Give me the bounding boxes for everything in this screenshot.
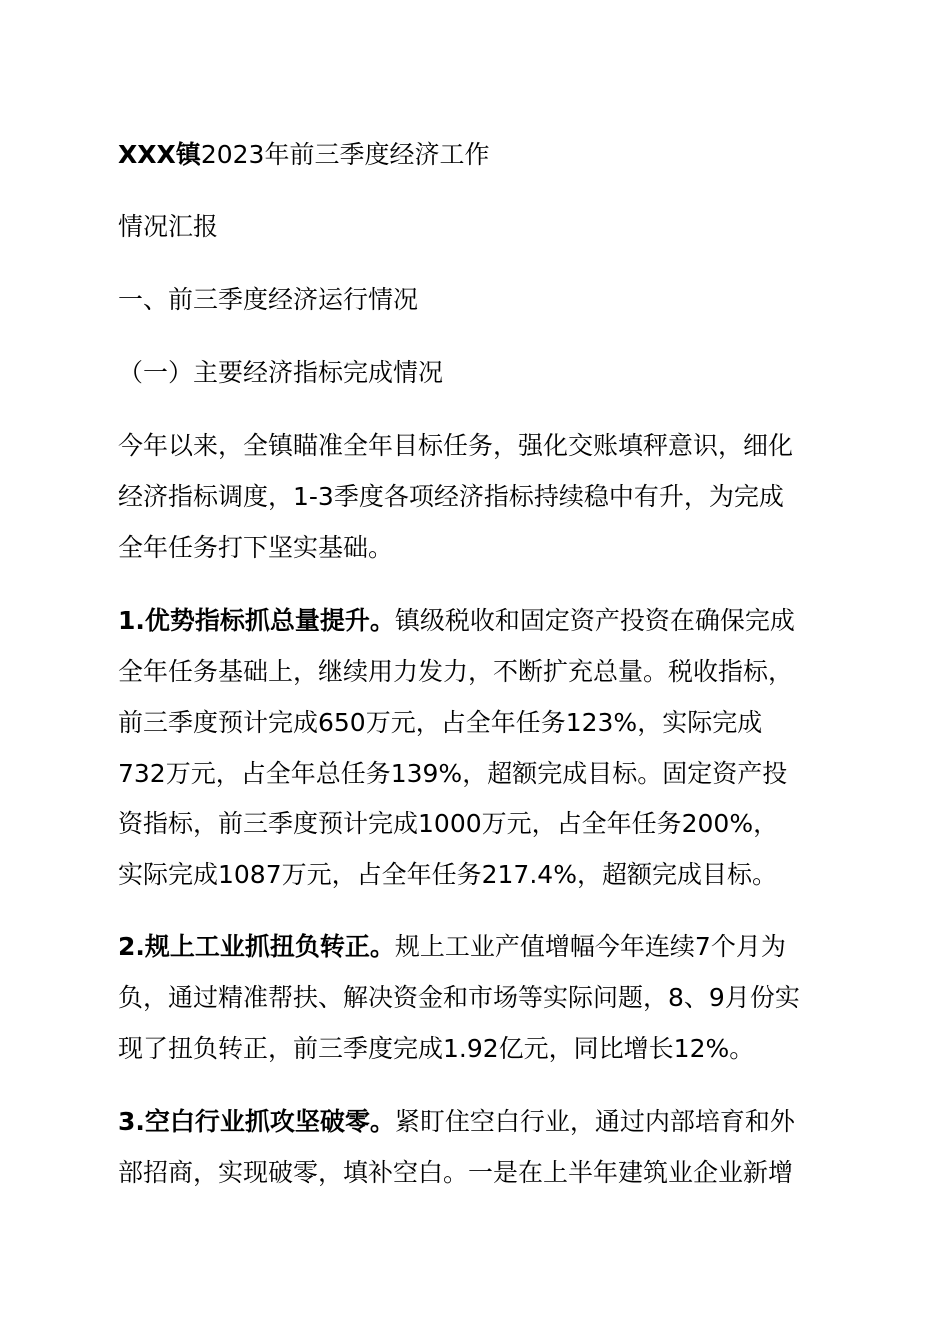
paragraph-line: 全年任务基础上，继续用力发力，不断扩充总量。税收指标， [118, 657, 794, 686]
paragraph-line [118, 603, 795, 639]
paragraph-line: 全年任务打下坚实基础。 [118, 533, 394, 562]
title-town-name: XXX镇 [118, 140, 201, 169]
document-title [118, 137, 489, 173]
paragraph-line: 部招商，实现破零，填补空白。一是在上半年建筑业企业新增 [118, 1158, 794, 1187]
item-heading: 2.规上工业抓扭负转正。 [118, 932, 395, 961]
item-heading: 3.空白行业抓攻坚破零。 [118, 1107, 395, 1136]
paragraph-text: 紧盯住空白行业，通过内部培育和外 [394, 1107, 795, 1136]
paragraph-line: 资指标，前三季度预计完成1000万元，占全年任务200%， [118, 809, 779, 838]
document-title-line2: 情况汇报 [118, 212, 219, 241]
paragraph-line [118, 929, 786, 965]
paragraph-line: 实际完成1087万元，占全年任务217.4%，超额完成目标。 [118, 860, 777, 889]
paragraph-line: 前三季度预计完成650万元，占全年任务123%，实际完成 [118, 708, 763, 737]
paragraph-line: 经济指标调度，1-3季度各项经济指标持续稳中有升，为完成 [118, 482, 784, 511]
item-heading: 1.优势指标抓总量提升。 [118, 606, 395, 635]
paragraph-line: 今年以来，全镇瞄准全年目标任务，强化交账填秤意识，细化 [118, 431, 794, 460]
paragraph-line [118, 1104, 795, 1140]
paragraph-line: 732万元，占全年总任务139%，超额完成目标。固定资产投 [118, 759, 788, 788]
paragraph-line: 负，通过精准帮扶、解决资金和市场等实际问题，8、9月份实 [118, 983, 800, 1012]
section-heading: 一、前三季度经济运行情况 [118, 285, 419, 314]
paragraph-text: 规上工业产值增幅今年连续7个月为 [394, 932, 786, 961]
paragraph-line: 现了扭负转正，前三季度完成1.92亿元，同比增长12%。 [118, 1034, 755, 1063]
paragraph-text: 镇级税收和固定资产投资在确保完成 [394, 606, 795, 635]
subsection-heading: （一）主要经济指标完成情况 [118, 358, 444, 387]
title-text: 2023年前三季度经济工作 [200, 140, 490, 169]
